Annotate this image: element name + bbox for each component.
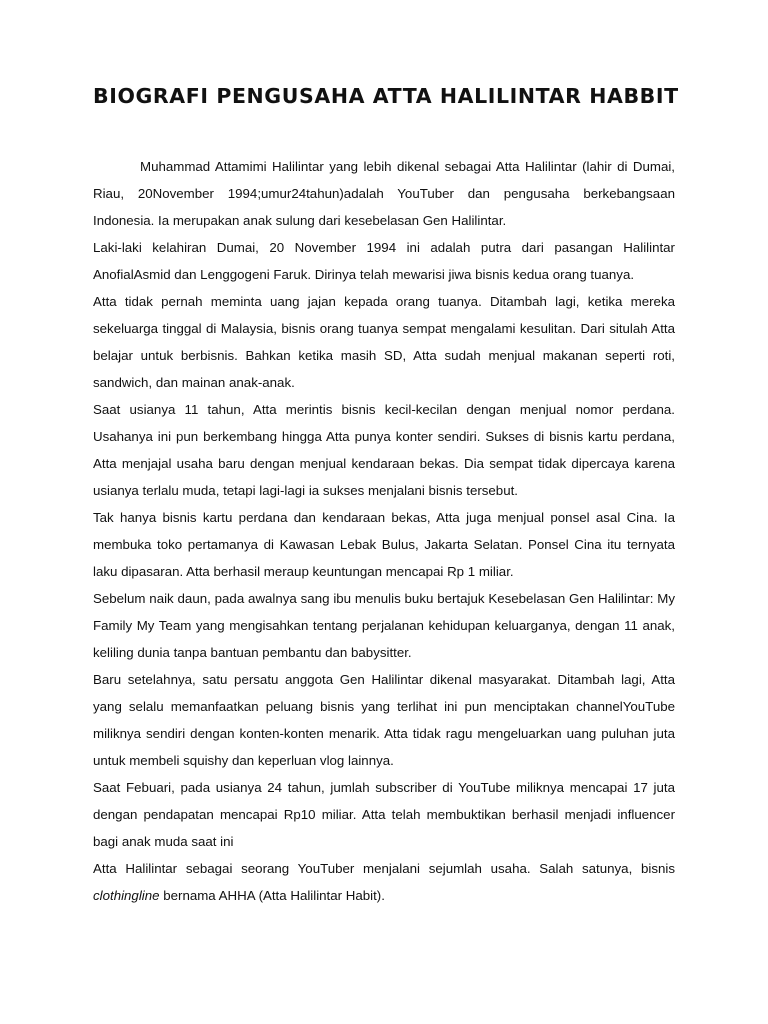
- paragraph: Laki-laki kelahiran Dumai, 20 November 1994 ini adalah putra dari pasangan Halilintar AnofialAsmid dan Lenggogeni Faruk. Dirinya telah mewarisi jiwa bisnis kedua orang tuanya.: [93, 240, 675, 282]
- emphasis-text: clothingline: [93, 888, 160, 903]
- paragraph: Sebelum naik daun, pada awalnya sang ibu menulis buku bertajuk Kesebelasan Gen Halilintar: My Family My Team yang mengisahkan tentang perjalanan kehidupan keluarganya, dengan 11 anak, keliling dunia tanpa bantuan pembantu dan babysitter.: [93, 591, 675, 660]
- document-page: [93, 84, 679, 909]
- paragraph: Saat usianya 11 tahun, Atta merintis bisnis kecil-kecilan dengan menjual nomor perdana. Usahanya ini pun berkembang hingga Atta punya konter sendiri. Sukses di bisnis kartu perdana, Atta menjajal usaha baru dengan menjual kendaraan bekas. Dia sempat tidak dipercaya karena usianya terlalu muda, tetapi lagi-lagi ia sukses menjalani bisnis tersebut.: [93, 402, 675, 498]
- paragraph-last: [93, 855, 675, 909]
- document-title: BIOGRAFI PENGUSAHA ATTA HALILINTAR HABBIT: [93, 84, 679, 108]
- document-body: [93, 153, 675, 909]
- paragraph-text: bernama AHHA (Atta Halilintar Habit).: [159, 888, 385, 903]
- paragraph: Baru setelahnya, satu persatu anggota Gen Halilintar dikenal masyarakat. Ditambah lagi, Atta yang selalu memanfaatkan peluang bisnis yang terlihat ini pun menciptakan channelYouTube miliknya sendiri dengan konten-konten menarik. Atta tidak ragu mengeluarkan uang puluhan juta untuk membeli squishy dan keperluan vlog lainnya.: [93, 672, 675, 768]
- paragraph: Muhammad Attamimi Halilintar yang lebih dikenal sebagai Atta Halilintar (lahir di Dumai, Riau, 20November 1994;umur24tahun)adalah YouTuber dan pengusaha berkebangsaan Indonesia. Ia merupakan anak sulung dari kesebelasan Gen Halilintar.: [93, 159, 675, 228]
- paragraph: Saat Febuari, pada usianya 24 tahun, jumlah subscriber di YouTube miliknya mencapai 17 juta dengan pendapatan mencapai Rp10 miliar. Atta telah membuktikan berhasil menjadi influencer bagi anak muda saat ini: [93, 780, 675, 849]
- paragraph: Tak hanya bisnis kartu perdana dan kendaraan bekas, Atta juga menjual ponsel asal Cina. Ia membuka toko pertamanya di Kawasan Lebak Bulus, Jakarta Selatan. Ponsel Cina itu ternyata laku dipasaran. Atta berhasil meraup keuntungan mencapai Rp 1 miliar.: [93, 510, 675, 579]
- paragraph: Atta tidak pernah meminta uang jajan kepada orang tuanya. Ditambah lagi, ketika mereka sekeluarga tinggal di Malaysia, bisnis orang tuanya sempat mengalami kesulitan. Dari situlah Atta belajar untuk berbisnis. Bahkan ketika masih SD, Atta sudah menjual makanan seperti roti, sandwich, dan mainan anak-anak.: [93, 294, 675, 390]
- paragraph-text: Atta Halilintar sebagai seorang YouTuber menjalani sejumlah usaha. Salah satunya, bisnis: [93, 861, 675, 876]
